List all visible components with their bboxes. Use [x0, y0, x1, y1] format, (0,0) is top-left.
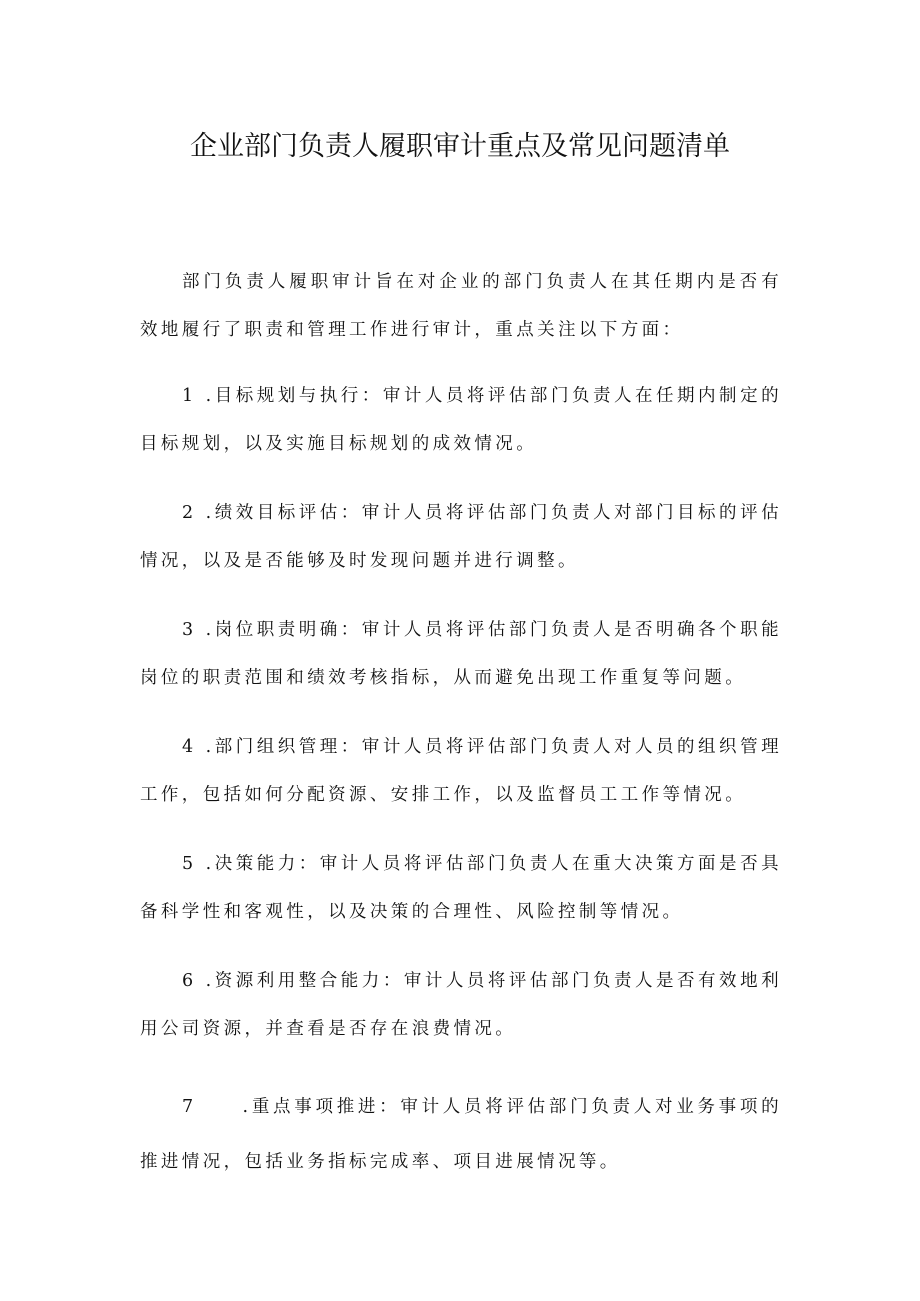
item-number-5: 5 [182, 854, 197, 874]
list-item-1 [140, 372, 782, 468]
document-title: 企业部门负责人履职审计重点及常见问题清单 [190, 131, 730, 162]
list-item-3 [140, 606, 782, 702]
list-item-2 [140, 489, 782, 585]
list-item-4 [140, 723, 782, 819]
item-text-3: .岗位职责明确：审计人员将评估部门负责人是否明确各个职能岗位的职责范围和绩效考核指标，从而避免出现工作重复等问题。 [140, 620, 782, 688]
item-text-5: .决策能力：审计人员将评估部门负责人在重大决策方面是否具备科学性和客观性，以及决策的合理性、风险控制等情况。 [140, 854, 782, 922]
item-text-6: .资源利用整合能力：审计人员将评估部门负责人是否有效地利用公司资源，并查看是否存在浪费情况。 [140, 971, 782, 1039]
item-text-7: .重点事项推进：审计人员将评估部门负责人对业务事项的推进情况，包括业务指标完成率、项目进展情况等。 [140, 1097, 782, 1172]
intro-paragraph: 部门负责人履职审计旨在对企业的部门负责人在其任期内是否有效地履行了职责和管理工作进行审计，重点关注以下方面： [140, 272, 782, 340]
item-text-1: .目标规划与执行：审计人员将评估部门负责人在任期内制定的目标规划，以及实施目标规划的成效情况。 [140, 386, 782, 454]
list-item-5 [140, 840, 782, 936]
item-text-4: .部门组织管理：审计人员将评估部门负责人对人员的组织管理工作，包括如何分配资源、安排工作，以及监督员工工作等情况。 [140, 737, 782, 805]
item-number-6: 6 [182, 971, 197, 991]
item-number-7: 7 [182, 1097, 197, 1117]
list-item-7 [140, 1080, 782, 1190]
item-text-2: .绩效目标评估：审计人员将评估部门负责人对部门目标的评估情况，以及是否能够及时发现问题并进行调整。 [140, 503, 782, 571]
item-number-1: 1 [182, 386, 197, 406]
list-item-6 [140, 957, 782, 1053]
item-number-4: 4 [182, 737, 197, 757]
item-number-3: 3 [182, 620, 197, 640]
item-number-2: 2 [182, 503, 197, 523]
